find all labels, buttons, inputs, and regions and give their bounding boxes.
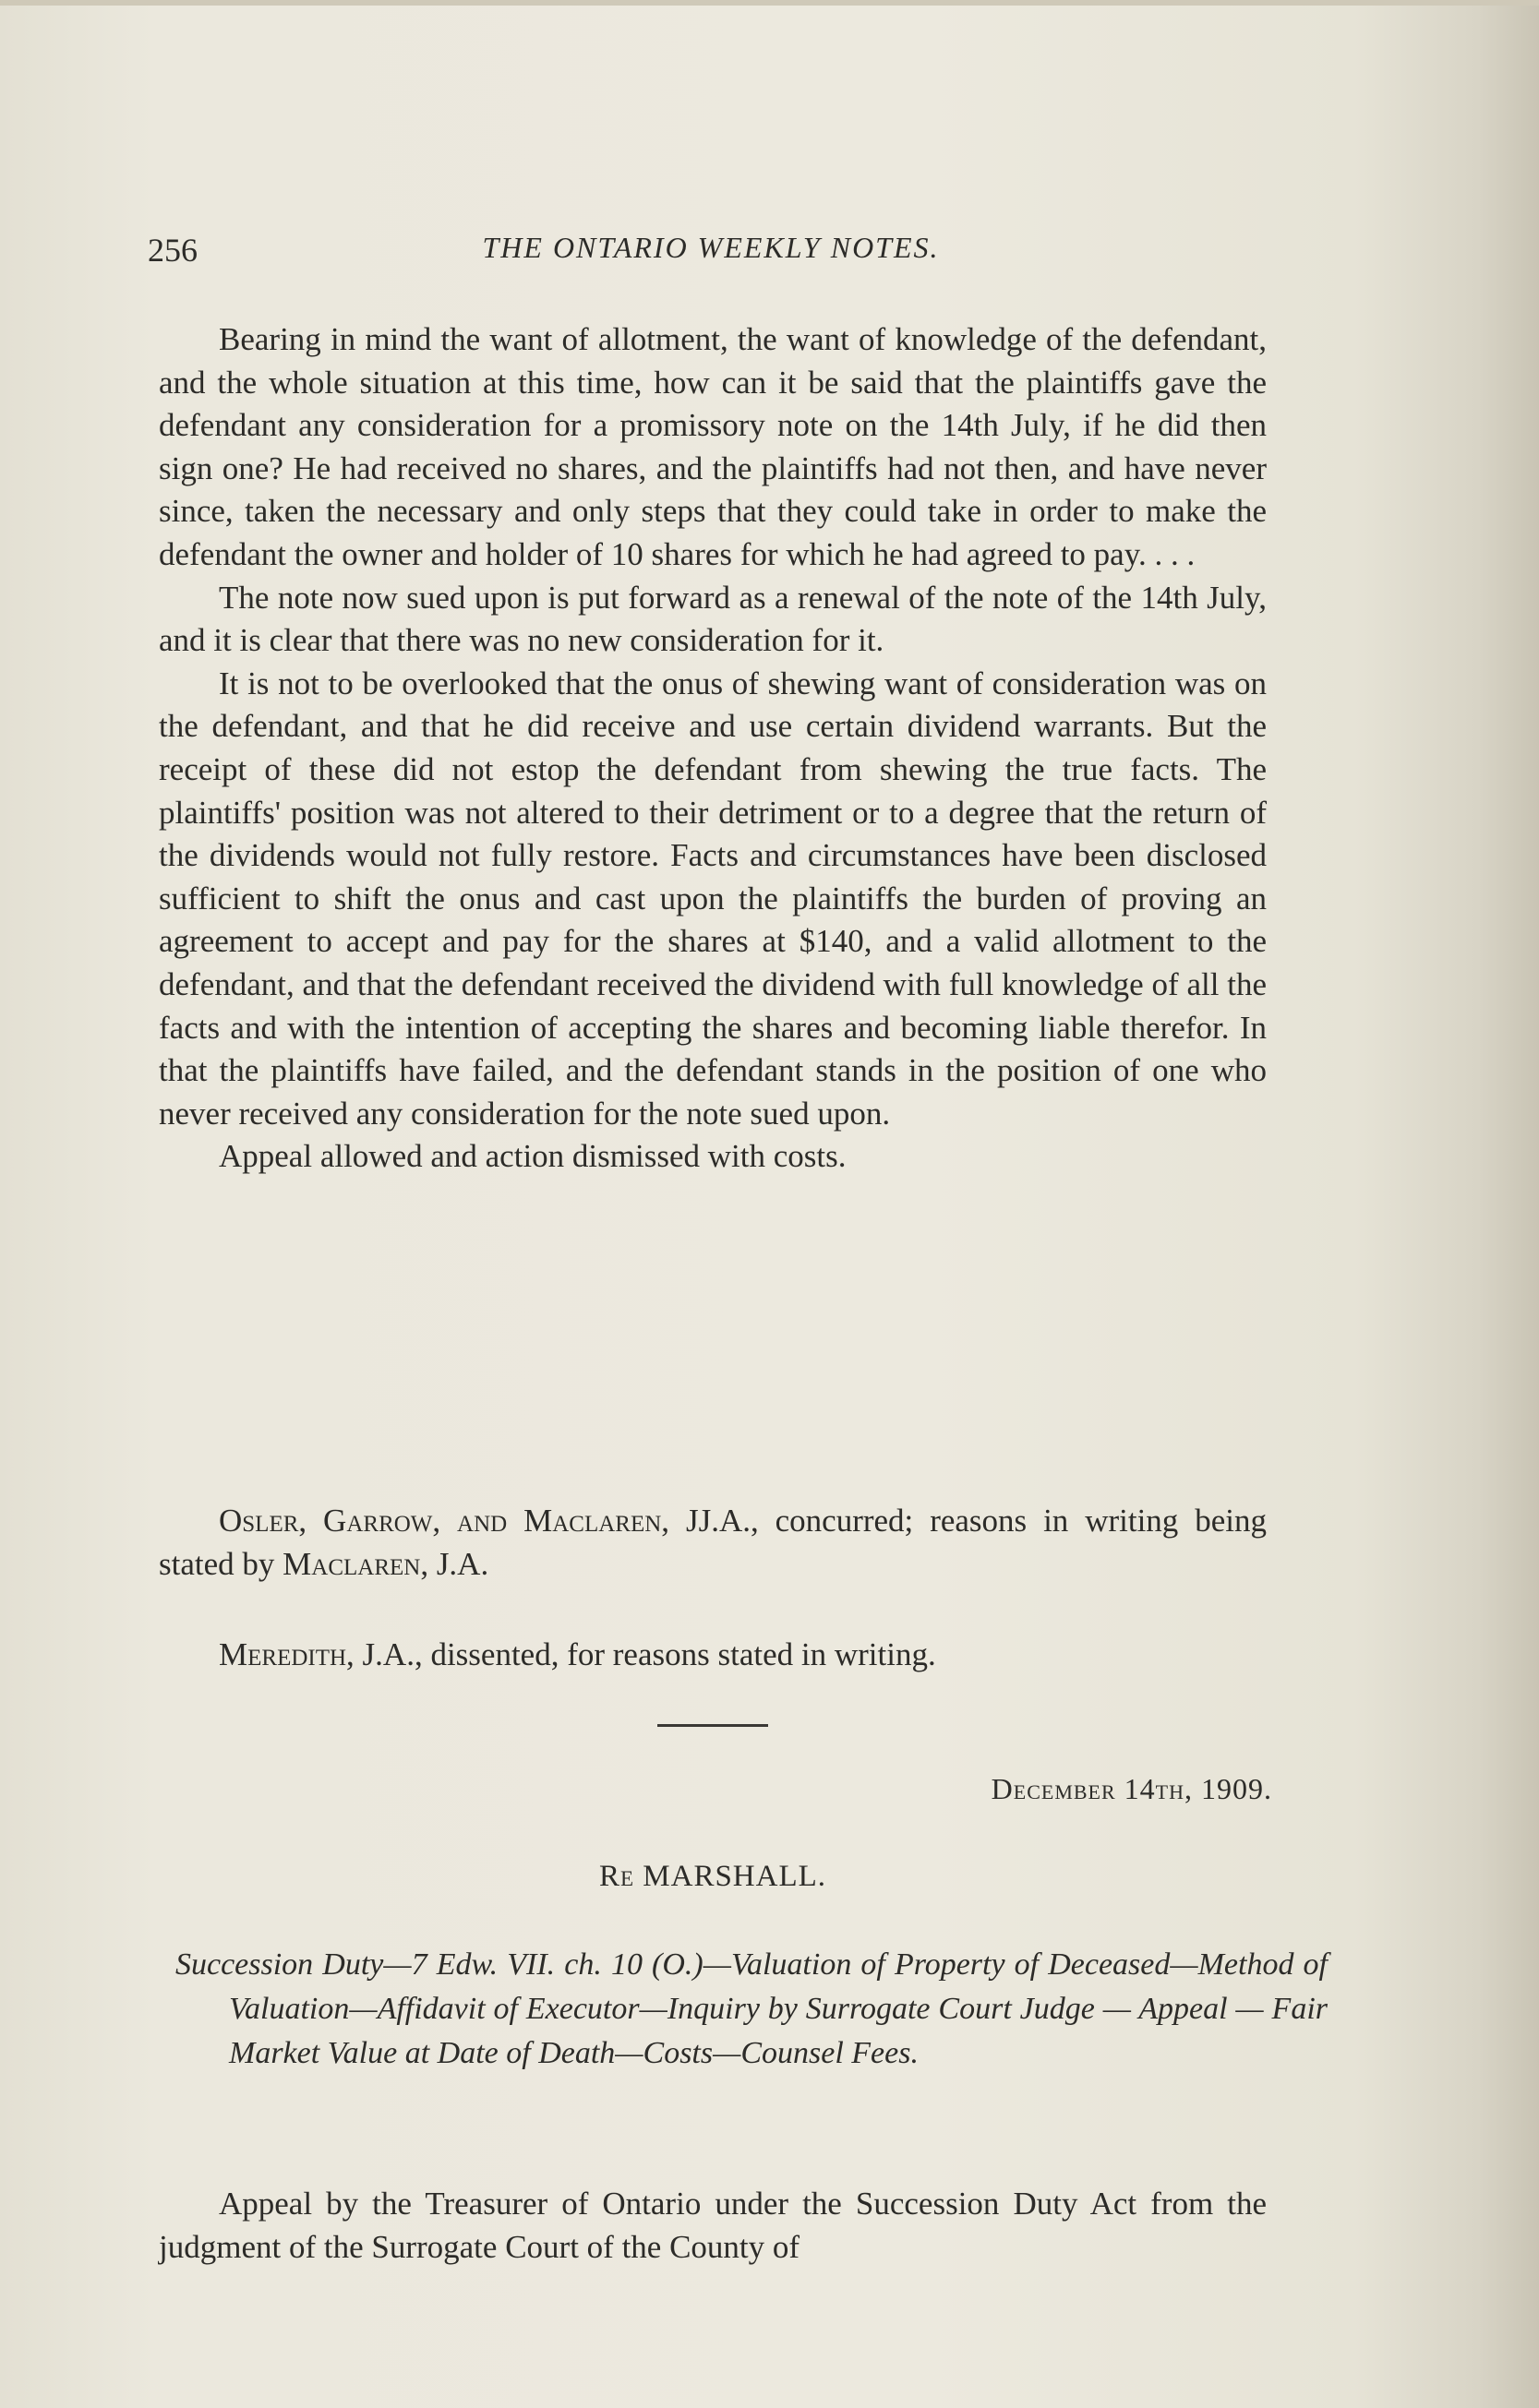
dissent-text: , dissented, for reasons stated in writing. [414, 1636, 936, 1672]
running-title: THE ONTARIO WEEKLY NOTES. [482, 231, 940, 264]
concurrence-author: Maclaren, J.A. [283, 1545, 489, 1582]
dissenting-judge: Meredith, J.A. [219, 1636, 415, 1672]
paragraph-4: Appeal allowed and action dismissed with costs. [219, 1138, 847, 1175]
concurrence-text: , concurred; reasons in writing being stated by [159, 1503, 1267, 1582]
appeal-text: Appeal by the Treasurer of Ontario under the Succession Duty Act from the judgment of the Surrogate Court of the County of [159, 2186, 1267, 2265]
appeal-paragraph [159, 2183, 1267, 2269]
concurrence-note [159, 1500, 1267, 1586]
paragraph-2: The note now sued upon is put forward as a renewal of the note of the 14th July, and it is clear that there was no new consideration for it. [159, 579, 1267, 659]
page-top-edge [0, 0, 1539, 6]
paragraph-1: Bearing in mind the want of allotment, the want of knowledge of the defendant, and the whole situation at this time, how can it be said that the plaintiffs gave the defendant any consideration for a promissory note on the 14th July, if he did then sign one? He had received no shares, and the plaintiffs had not then, and have never since, taken the necessary and only steps that they could take in order to make the defendant the owner and holder of 10 shares for which he had agreed to pay. . . . [159, 321, 1267, 572]
case-headnote: Succession Duty—7 Edw. VII. ch. 10 (O.)—Valuation of Property of Deceased—Method of Valuation—Affidavit of Executor—Inquiry by Surrogate Court Judge — Appeal — Fair Market Value at Date of Death—Costs—Counsel Fees. [175, 1947, 1328, 2070]
case-title-name: MARSHALL. [643, 1860, 827, 1893]
concurring-judges: Osler, Garrow, and Maclaren, JJ.A. [219, 1503, 751, 1539]
page-number: 256 [148, 232, 198, 269]
case-title [159, 1860, 1267, 1894]
section-divider [657, 1724, 768, 1727]
page-header [148, 231, 1274, 277]
case-date: December 14th, 1909. [991, 1772, 1272, 1805]
case-title-prefix: Re [598, 1860, 635, 1893]
paragraph-3: It is not to be overlooked that the onus of shewing want of consideration was on the defendant, and that he did receive and use certain dividend warrants. But the receipt of these did not estop the defendant from shewing the true facts. The plaintiffs' position was not altered to their detriment or to a degree that the return of the dividends would not fully restore. Facts and circumstances have been disclosed sufficient to shift the onus and cast upon the plaintiffs the burden of proving an agreement to accept and pay for the shares at $140, and a valid allotment to the defendant, and that the defendant received the dividend with full knowledge of all the facts and with the intention of accepting the shares and becoming liable therefor. In that the plaintiffs have failed, and the defendant stands in the position of one who never received any consideration for the note sued upon. [159, 665, 1267, 1132]
opinion-body [159, 318, 1267, 1179]
dissent-note [159, 1634, 1267, 1677]
